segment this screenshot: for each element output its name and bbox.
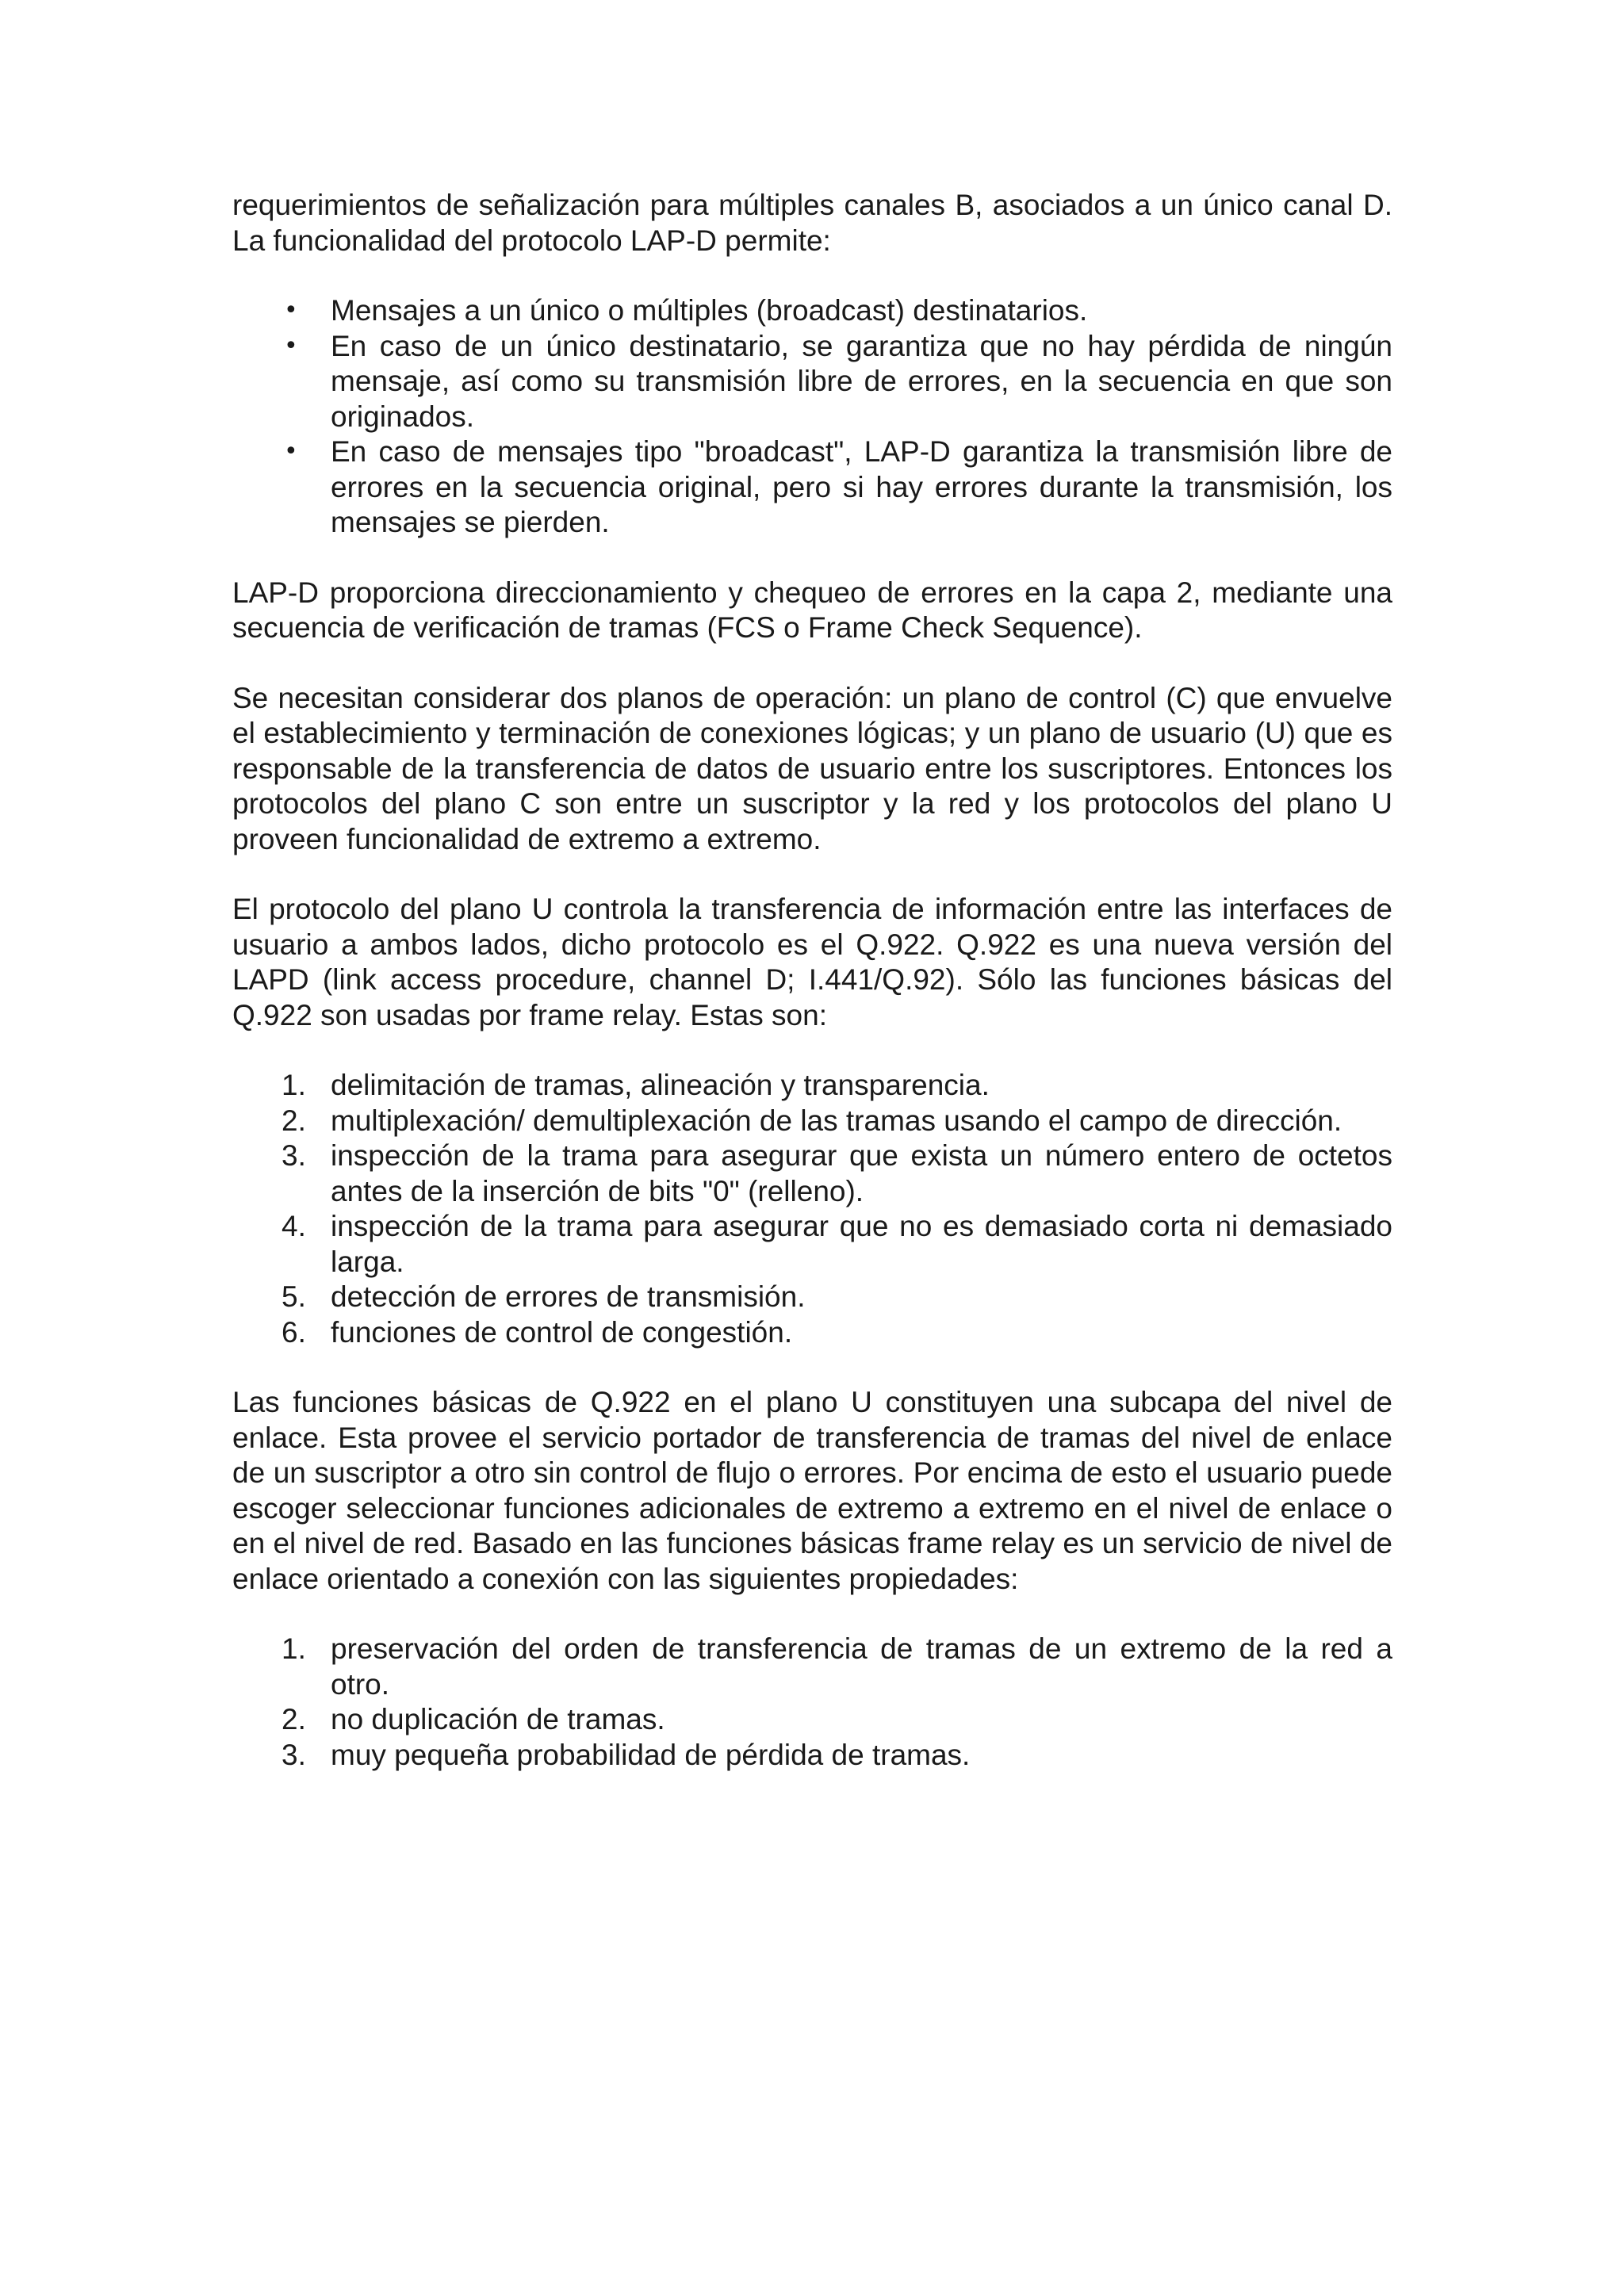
list-item: [232, 1209, 1392, 1280]
list-item-text: multiplexación/ demultiplexación de las tramas usando el campo de dirección.: [331, 1104, 1342, 1137]
list-item-text: preservación del orden de transferencia de tramas de un extremo de la red a otro.: [331, 1632, 1392, 1701]
list-number: 3.: [282, 1139, 306, 1172]
paragraph-basic-functions: Las funciones básicas de Q.922 en el plano U constituyen una subcapa del nivel de enlace. Esta provee el servicio portador de transferencia de tramas del nivel de enlace de un suscriptor a otro sin control de flujo o errores. Por encima de esto el usuario puede escoger seleccionar funciones adicionales de extremo a extremo en el nivel de enlace o en el nivel de red. Basado en las funciones básicas frame relay es un servicio de nivel de enlace orientado a conexión con las siguientes propiedades:: [232, 1386, 1392, 1595]
list-item-text: Mensajes a un único o múltiples (broadcast) destinatarios.: [331, 294, 1088, 327]
bullet-icon: •: [284, 438, 298, 465]
list-item-text: En caso de un único destinatario, se garantiza que no hay pérdida de ningún mensaje, así como su transmisión libre de errores, en la secuencia en que son originados.: [331, 329, 1392, 433]
list-number: 1.: [282, 1632, 306, 1665]
lapd-features-list: [232, 293, 1392, 541]
list-item: [232, 434, 1392, 541]
list-item: [232, 329, 1392, 435]
list-item-text: funciones de control de congestión.: [331, 1315, 793, 1349]
list-item: [232, 1738, 1392, 1774]
list-number: 1.: [282, 1069, 306, 1101]
list-item: [232, 293, 1392, 329]
bullet-icon: •: [284, 297, 298, 324]
list-item-text: delimitación de tramas, alineación y transparencia.: [331, 1069, 990, 1101]
list-number: 5.: [282, 1280, 306, 1313]
paragraph-u-plane-protocol: El protocolo del plano U controla la transferencia de información entre las interfaces de usuario a ambos lados, dicho protocolo es el Q.922. Q.922 es una nueva versión del LAPD (link access procedure, channel D; I.441/Q.92). Sólo las funciones básicas del Q.922 son usadas por frame relay. Estas son:: [232, 893, 1392, 1031]
list-item-text: muy pequeña probabilidad de pérdida de tramas.: [331, 1738, 971, 1771]
list-item: [232, 1104, 1392, 1139]
frame-relay-properties-list: [232, 1632, 1392, 1773]
list-item-text: inspección de la trama para asegurar que exista un número entero de octetos antes de la inserción de bits "0" (relleno).: [331, 1139, 1392, 1207]
list-number: 2.: [282, 1703, 306, 1735]
list-item-text: no duplicación de tramas.: [331, 1703, 665, 1735]
list-item: [232, 1138, 1392, 1209]
list-item-text: inspección de la trama para asegurar que no es demasiado corta ni demasiado larga.: [331, 1210, 1392, 1278]
bullet-icon: •: [284, 331, 298, 360]
list-number: 4.: [282, 1210, 306, 1242]
list-number: 6.: [282, 1315, 306, 1349]
list-item: [232, 1280, 1392, 1315]
list-item-text: detección de errores de transmisión.: [331, 1280, 806, 1313]
list-item: [232, 1632, 1392, 1702]
list-item: [232, 1315, 1392, 1351]
q922-functions-list: [232, 1068, 1392, 1350]
paragraph-planes: Se necesitan considerar dos planos de operación: un plano de control (C) que envuelve el establecimiento y terminación de conexiones lógicas; y un plano de usuario (U) que es responsable de la transferencia de datos de usuario entre los suscriptores. Entonces los protocolos del plano C son entre un suscriptor y la red y los protocolos del plano U proveen funcionalidad de extremo a extremo.: [232, 681, 1392, 855]
paragraph-intro: requerimientos de señalización para múltiples canales B, asociados a un único canal D. La funcionalidad del protocolo LAP-D permite:: [232, 189, 1392, 257]
list-number: 3.: [282, 1738, 306, 1771]
list-number: 2.: [282, 1104, 306, 1137]
document-body: [232, 188, 1392, 1773]
paragraph-lapd-addressing: LAP-D proporciona direccionamiento y chequeo de errores en la capa 2, mediante una secuencia de verificación de tramas (FCS o Frame Check Sequence).: [232, 576, 1392, 644]
list-item: [232, 1068, 1392, 1104]
list-item: [232, 1702, 1392, 1738]
list-item-text: En caso de mensajes tipo "broadcast", LAP-D garantiza la transmisión libre de errores en la secuencia original, pero si hay errores durante la transmisión, los mensajes se pierden.: [331, 435, 1392, 538]
